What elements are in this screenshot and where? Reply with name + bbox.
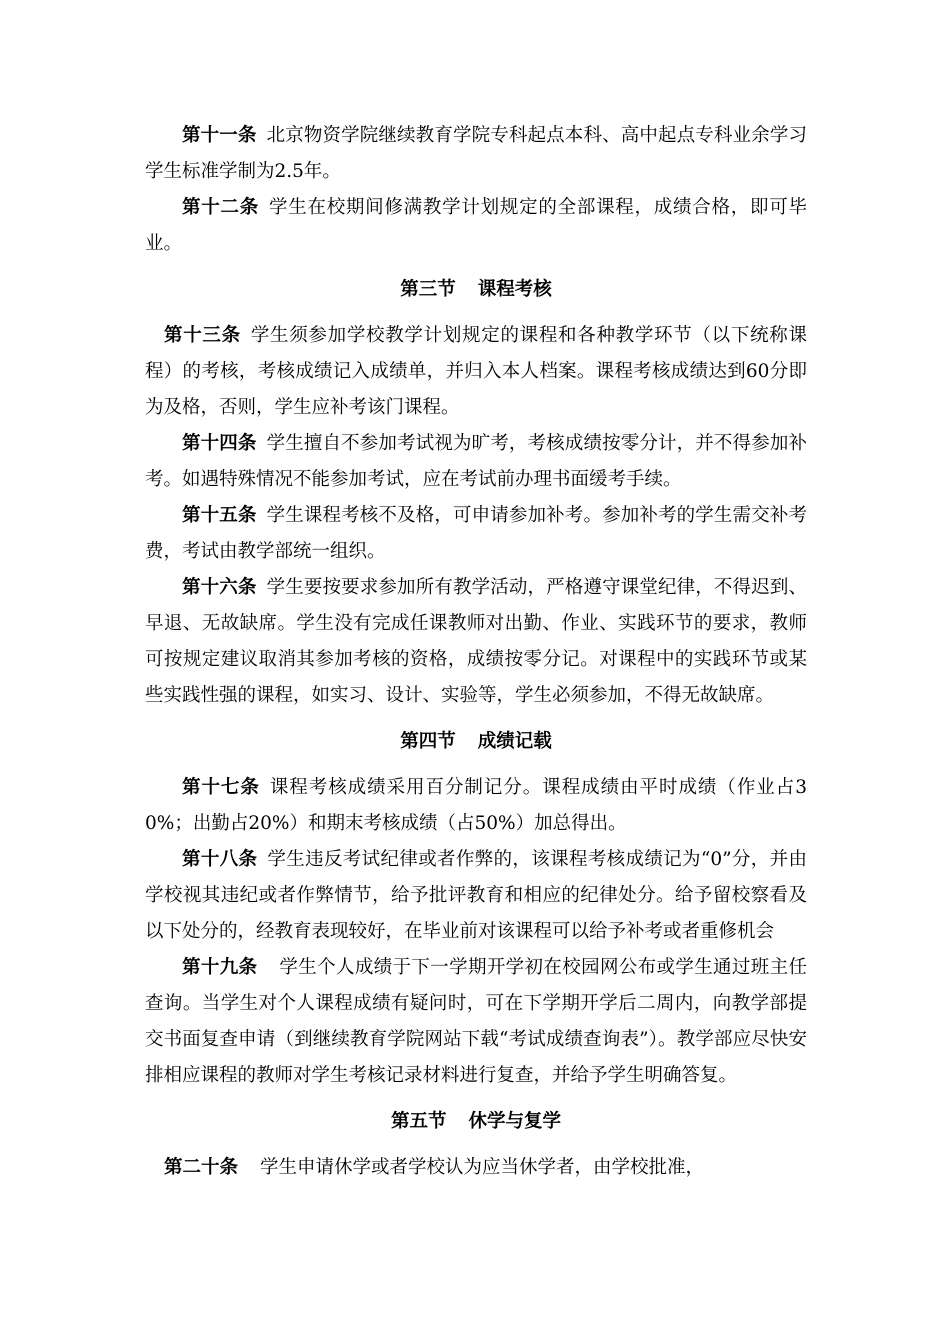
article-20 — [145, 1150, 807, 1186]
document-page — [145, 118, 807, 1186]
section-heading — [145, 272, 807, 308]
article-number: 第十二条 — [182, 197, 259, 218]
article-text: 学生申请休学或者学校认为应当休学者，由学校批准， — [260, 1157, 705, 1178]
section-heading — [145, 724, 807, 760]
article-number: 第十一条 — [182, 125, 257, 146]
article-14 — [145, 426, 807, 498]
article-text: 学生要按要求参加所有教学活动，严格遵守课堂纪律，不得迟到、早退、无故缺席。学生没有完成任课教师对出勤、作业、实践环节的要求，教师可按规定建议取消其参加考核的资格，成绩按零分记。对课程中的实践环节或某些实践性强的课程，如实习、设计、实验等，学生必须参加，不得无故缺席。 — [145, 577, 807, 706]
article-number: 第十六条 — [182, 577, 257, 598]
article-17 — [145, 770, 807, 842]
article-text: 学生个人成绩于下一学期开学初在校园网公布或学生通过班主任查询。当学生对个人课程成绩有疑问时，可在下学期开学后二周内，向教学部提交书面复查申请（到继续教育学院网站下载“考试成绩查询表”）。教学部应尽快安排相应课程的教师对学生考核记录材料进行复查，并给予学生明确答复。 — [145, 957, 807, 1086]
article-text: 课程考核成绩采用百分制记分。课程成绩由平时成绩（作业占30%；出勤占20%）和期末考核成绩（占50%）加总得出。 — [145, 777, 807, 834]
article-number: 第十四条 — [182, 433, 257, 454]
article-text: 北京物资学院继续教育学院专科起点本科、高中起点专科业余学习学生标准学制为2.5年。 — [145, 125, 807, 182]
article-text: 学生擅自不参加考试视为旷考，考核成绩按零分计，并不得参加补考。如遇特殊情况不能参加考试，应在考试前办理书面缓考手续。 — [145, 433, 807, 490]
article-text: 学生须参加学校教学计划规定的课程和各种教学环节（以下统称课程）的考核，考核成绩记入成绩单，并归入本人档案。课程考核成绩达到60分即为及格，否则，学生应补考该门课程。 — [145, 325, 807, 418]
article-number: 第十七条 — [182, 777, 260, 798]
article-11 — [145, 118, 807, 190]
section-number: 第五节 — [390, 1111, 447, 1132]
article-16 — [145, 570, 807, 714]
section-number: 第四节 — [400, 731, 456, 752]
article-number: 第十五条 — [182, 505, 257, 526]
article-text: 学生违反考试纪律或者作弊的，该课程考核成绩记为“0”分，并由学校视其违纪或者作弊情节，给予批评教育和相应的纪律处分。给予留校察看及以下处分的，经教育表现较好，在毕业前对该课程可以给予补考或者重修机会 — [145, 849, 807, 942]
article-number: 第二十条 — [164, 1157, 239, 1178]
article-text: 学生在校期间修满教学计划规定的全部课程，成绩合格，即可毕业。 — [145, 197, 807, 254]
article-19 — [145, 950, 807, 1094]
article-number: 第十八条 — [182, 849, 258, 870]
article-13 — [145, 318, 807, 426]
article-18 — [145, 842, 807, 950]
article-15 — [145, 498, 807, 570]
article-text: 学生课程考核不及格，可申请参加补考。参加补考的学生需交补考费，考试由教学部统一组织。 — [145, 505, 807, 562]
article-12 — [145, 190, 807, 262]
section-title: 休学与复学 — [468, 1111, 562, 1132]
section-title: 成绩记载 — [477, 731, 552, 752]
article-number: 第十三条 — [164, 325, 241, 346]
article-number: 第十九条 — [182, 957, 258, 978]
section-number: 第三节 — [400, 279, 456, 300]
section-title: 课程考核 — [477, 279, 552, 300]
section-heading — [145, 1104, 807, 1140]
